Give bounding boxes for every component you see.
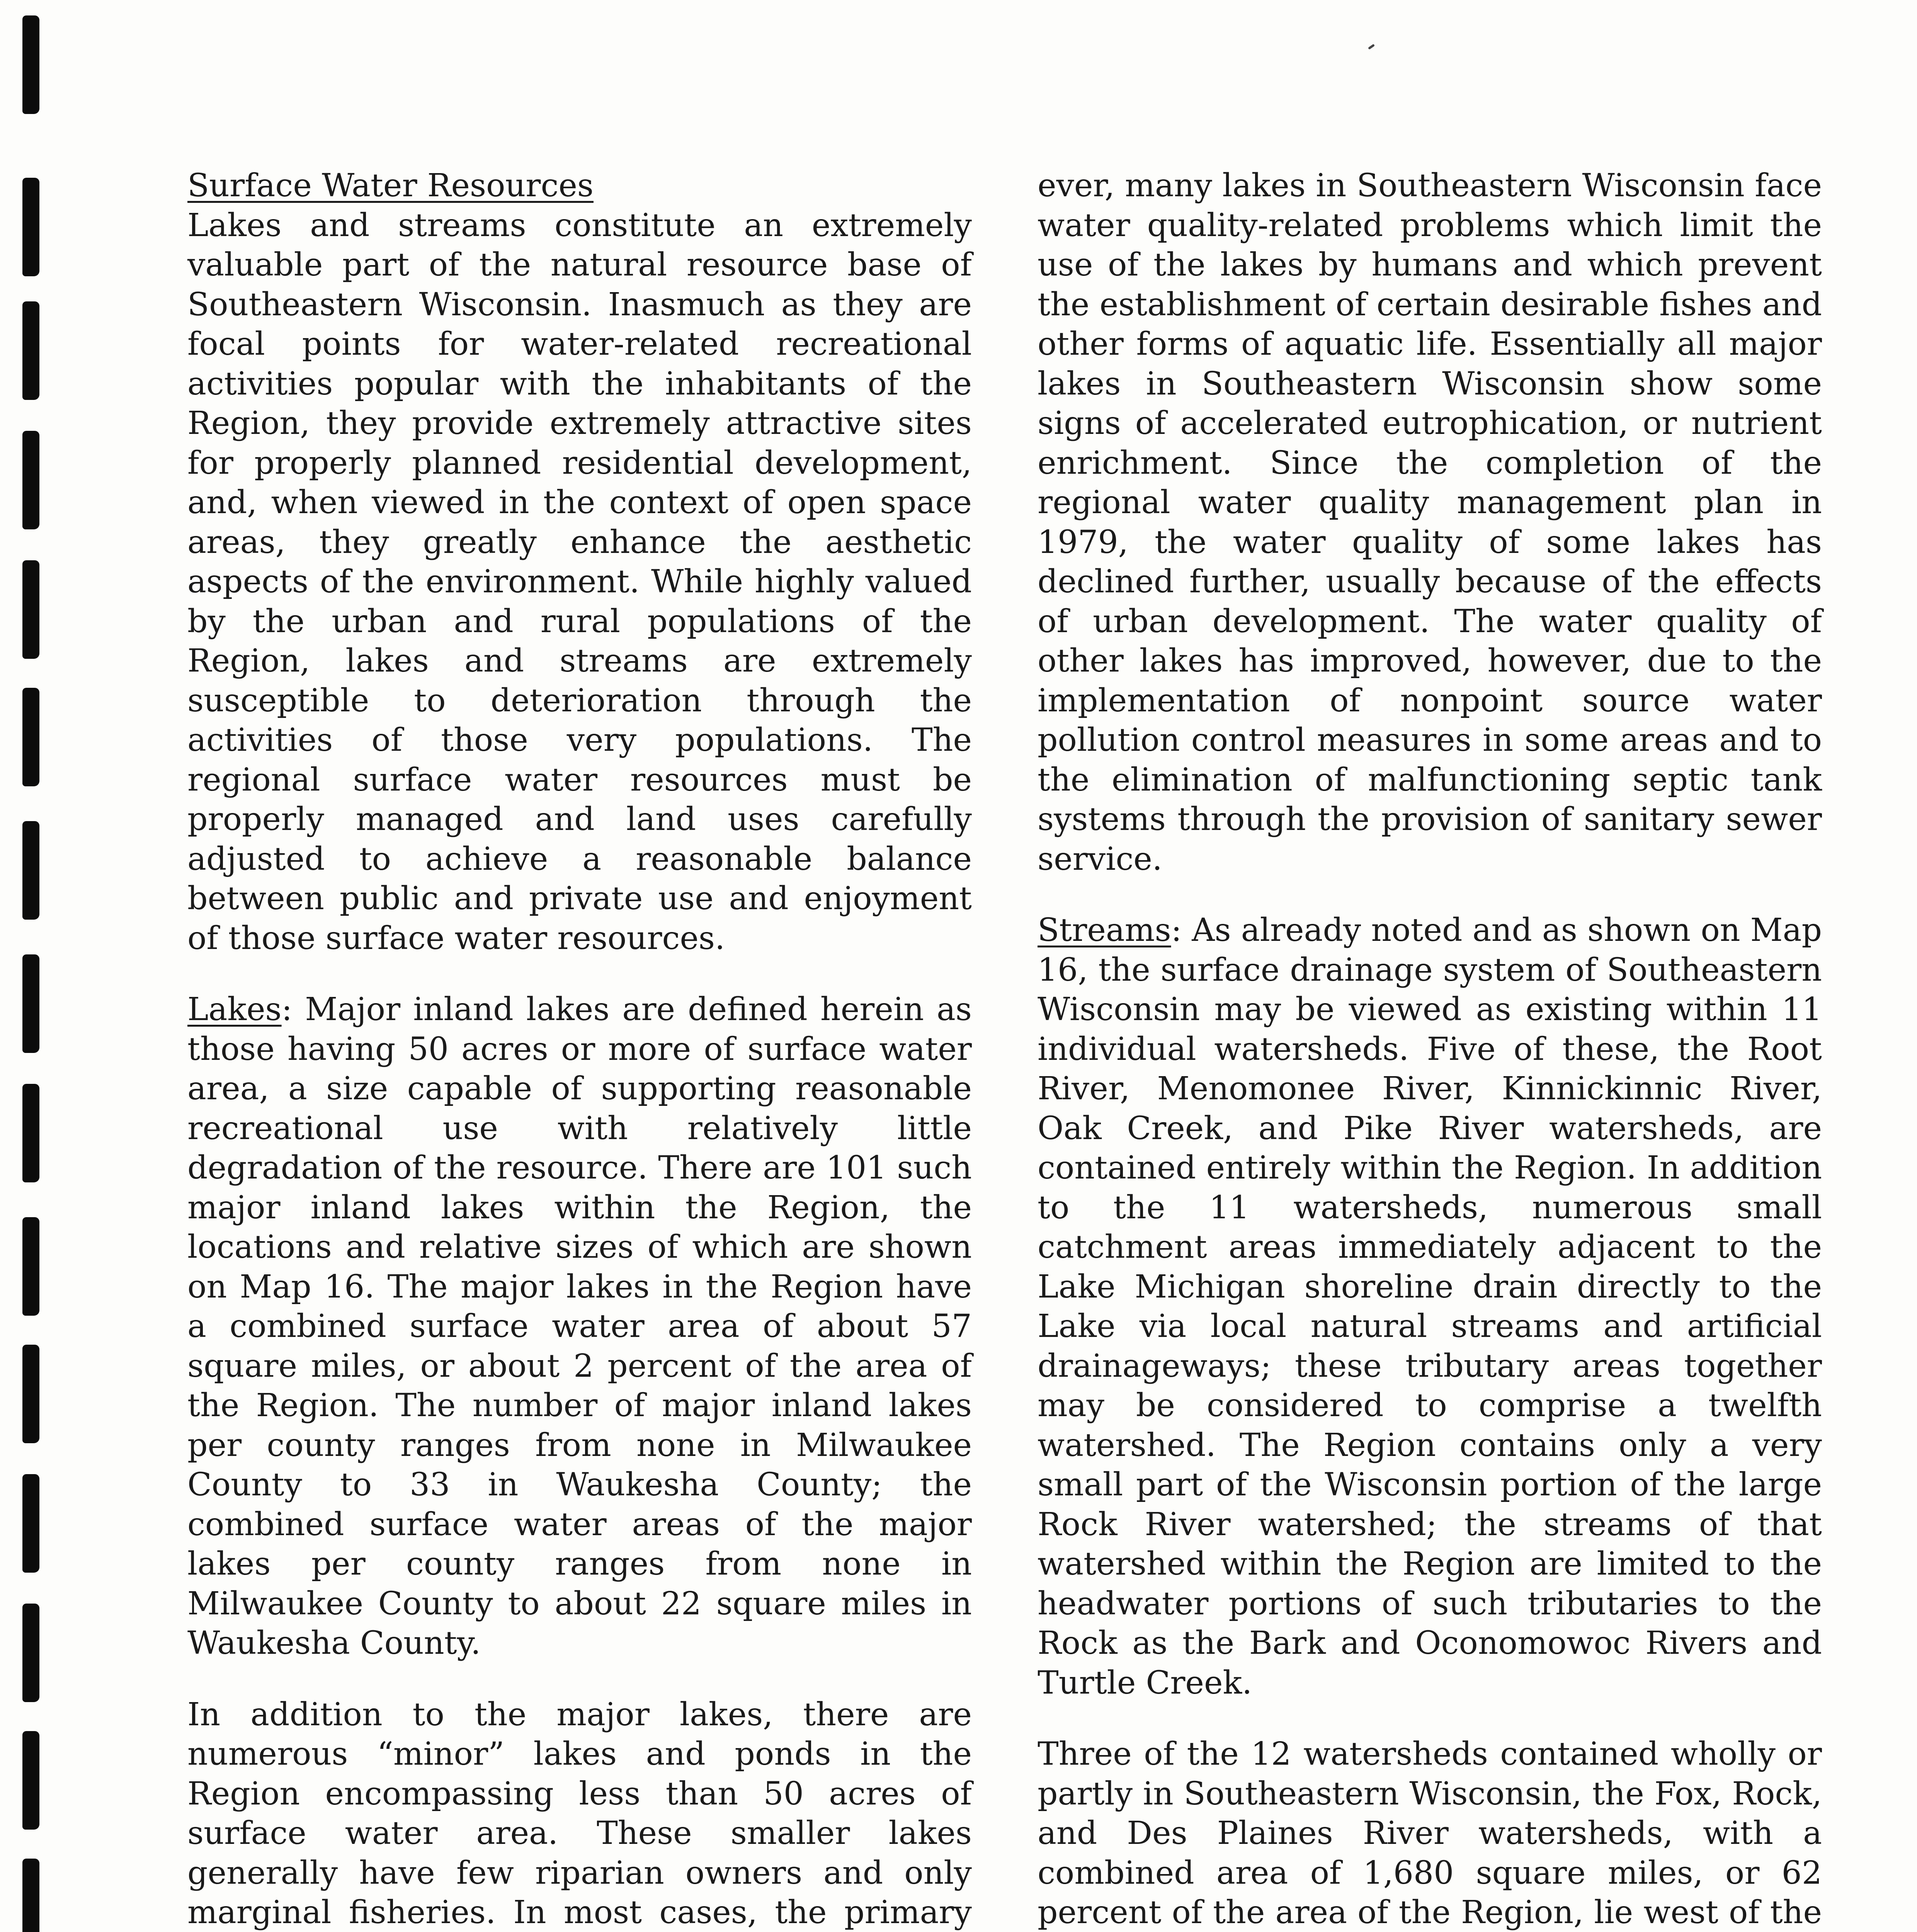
- binding-holes: [22, 0, 46, 1932]
- binding-hole-mark: [22, 1084, 39, 1182]
- lakes-text: : Major inland lakes are defined herein as those having 50 acres or more of surface water area, a size capable of supporting reasonable recreational use with relatively little degradation of the resource. There are 101 such major inland lakes within the Region, the locations and relative sizes of which are shown on Map 16. The major lakes in the Region have a combined surface water area of about 57 square miles, or about 2 percent of the area of the Region. The number of major inland lakes per county ranges from none in Milwaukee County to 33 in Waukesha County; the combined surface water areas of the major lakes per county ranges from none in Milwaukee County to about 22 square miles in Waukesha County.: [187, 991, 972, 1662]
- binding-hole-mark: [22, 1604, 39, 1702]
- binding-hole-mark: [22, 15, 39, 114]
- binding-hole-mark: [22, 1345, 39, 1443]
- binding-hole-mark: [22, 1217, 39, 1316]
- surface-water-intro-paragraph: [187, 166, 972, 958]
- binding-hole-mark: [22, 431, 39, 529]
- streams-paragraph: [1038, 911, 1822, 1703]
- scan-speck: [1368, 44, 1375, 49]
- binding-hole-mark: [22, 954, 39, 1053]
- binding-hole-mark: [22, 301, 39, 400]
- binding-hole-mark: [22, 1859, 39, 1932]
- lake-quality-paragraph: ever, many lakes in Southeastern Wisconsin face water quality-related problems which limit the use of the lakes by humans and which prevent the establishment of certain desirable fishes and other forms of aquatic life. Essentially all major lakes in Southeastern Wisconsin show some signs of accelerated eutrophication, or nutrient enrichment. Since the completion of the regional water quality management plan in 1979, the water quality of some lakes has declined further, usually because of the effects of urban development. The water quality of other lakes has improved, however, due to the implementation of nonpoint source water pollution control measures in some areas and to the elimination of malfunctioning septic tank systems through the provision of sanitary sewer service.: [1038, 167, 1822, 878]
- intro-text: Lakes and streams constitute an extremely valuable part of the natural resource base of Southeastern Wisconsin. Inasmuch as they are focal points for water-related recreational activities popular with the inhabitants of the Region, they provide extremely attractive sites for properly planned residential development, and, when viewed in the context of open space areas, they greatly enhance the aesthetic aspects of the environment. While highly valued by the urban and rural populations of the Region, lakes and streams are extremely susceptible to deterioration through the activities of those very populations. The regional surface water resources must be properly managed and land uses carefully adjusted to achieve a reasonable balance between public and private use and enjoyment of those surface water resources.: [187, 207, 972, 957]
- lakes-run-in-heading: Lakes: [187, 991, 282, 1028]
- binding-hole-mark: [22, 1474, 39, 1573]
- binding-hole-mark: [22, 560, 39, 659]
- left-column: [187, 166, 972, 1932]
- binding-hole-mark: [22, 178, 39, 276]
- minor-lakes-paragraph: In addition to the major lakes, there are numerous “minor” lakes and ponds in the Region encompassing less than 50 acres of surface water area. These smaller lakes generally have few riparian owners and only marginal fisheries. In most cases, the primary: [187, 1696, 972, 1931]
- section-heading: Surface Water Resources: [187, 167, 594, 204]
- binding-hole-mark: [22, 688, 39, 786]
- right-column: [1038, 166, 1822, 1932]
- streams-run-in-heading: Streams: [1038, 912, 1171, 949]
- binding-hole-mark: [22, 821, 39, 920]
- watersheds-paragraph: Three of the 12 watersheds contained wholly or partly in Southeastern Wisconsin, the Fox, Rock, and Des Plaines River watersheds, with a combined area of 1,680 square miles, or 62 percent of the area of the Region, lie west of the: [1038, 1736, 1822, 1931]
- lakes-paragraph: [187, 990, 972, 1663]
- binding-hole-mark: [22, 1731, 39, 1830]
- streams-text: : As already noted and as shown on Map 16, the surface drainage system of Southeastern Wisconsin may be viewed as existing within 11 individual watersheds. Five of these, the Root River, Menomonee River, Kinnickinnic River, Oak Creek, and Pike River watersheds, are contained entirely within the Region. In addition to the 11 watersheds, numerous small catchment areas immediately adjacent to the Lake Michigan shoreline drain directly to the Lake via local natural streams and artificial drainageways; these tributary areas together may be considered to comprise a twelfth watershed. The Region contains only a very small part of the Wisconsin portion of the large Rock River watershed; the streams of that watershed within the Region are limited to the headwater portions of such tributaries to the Rock as the Bark and Oconomowoc Rivers and Turtle Creek.: [1038, 912, 1822, 1701]
